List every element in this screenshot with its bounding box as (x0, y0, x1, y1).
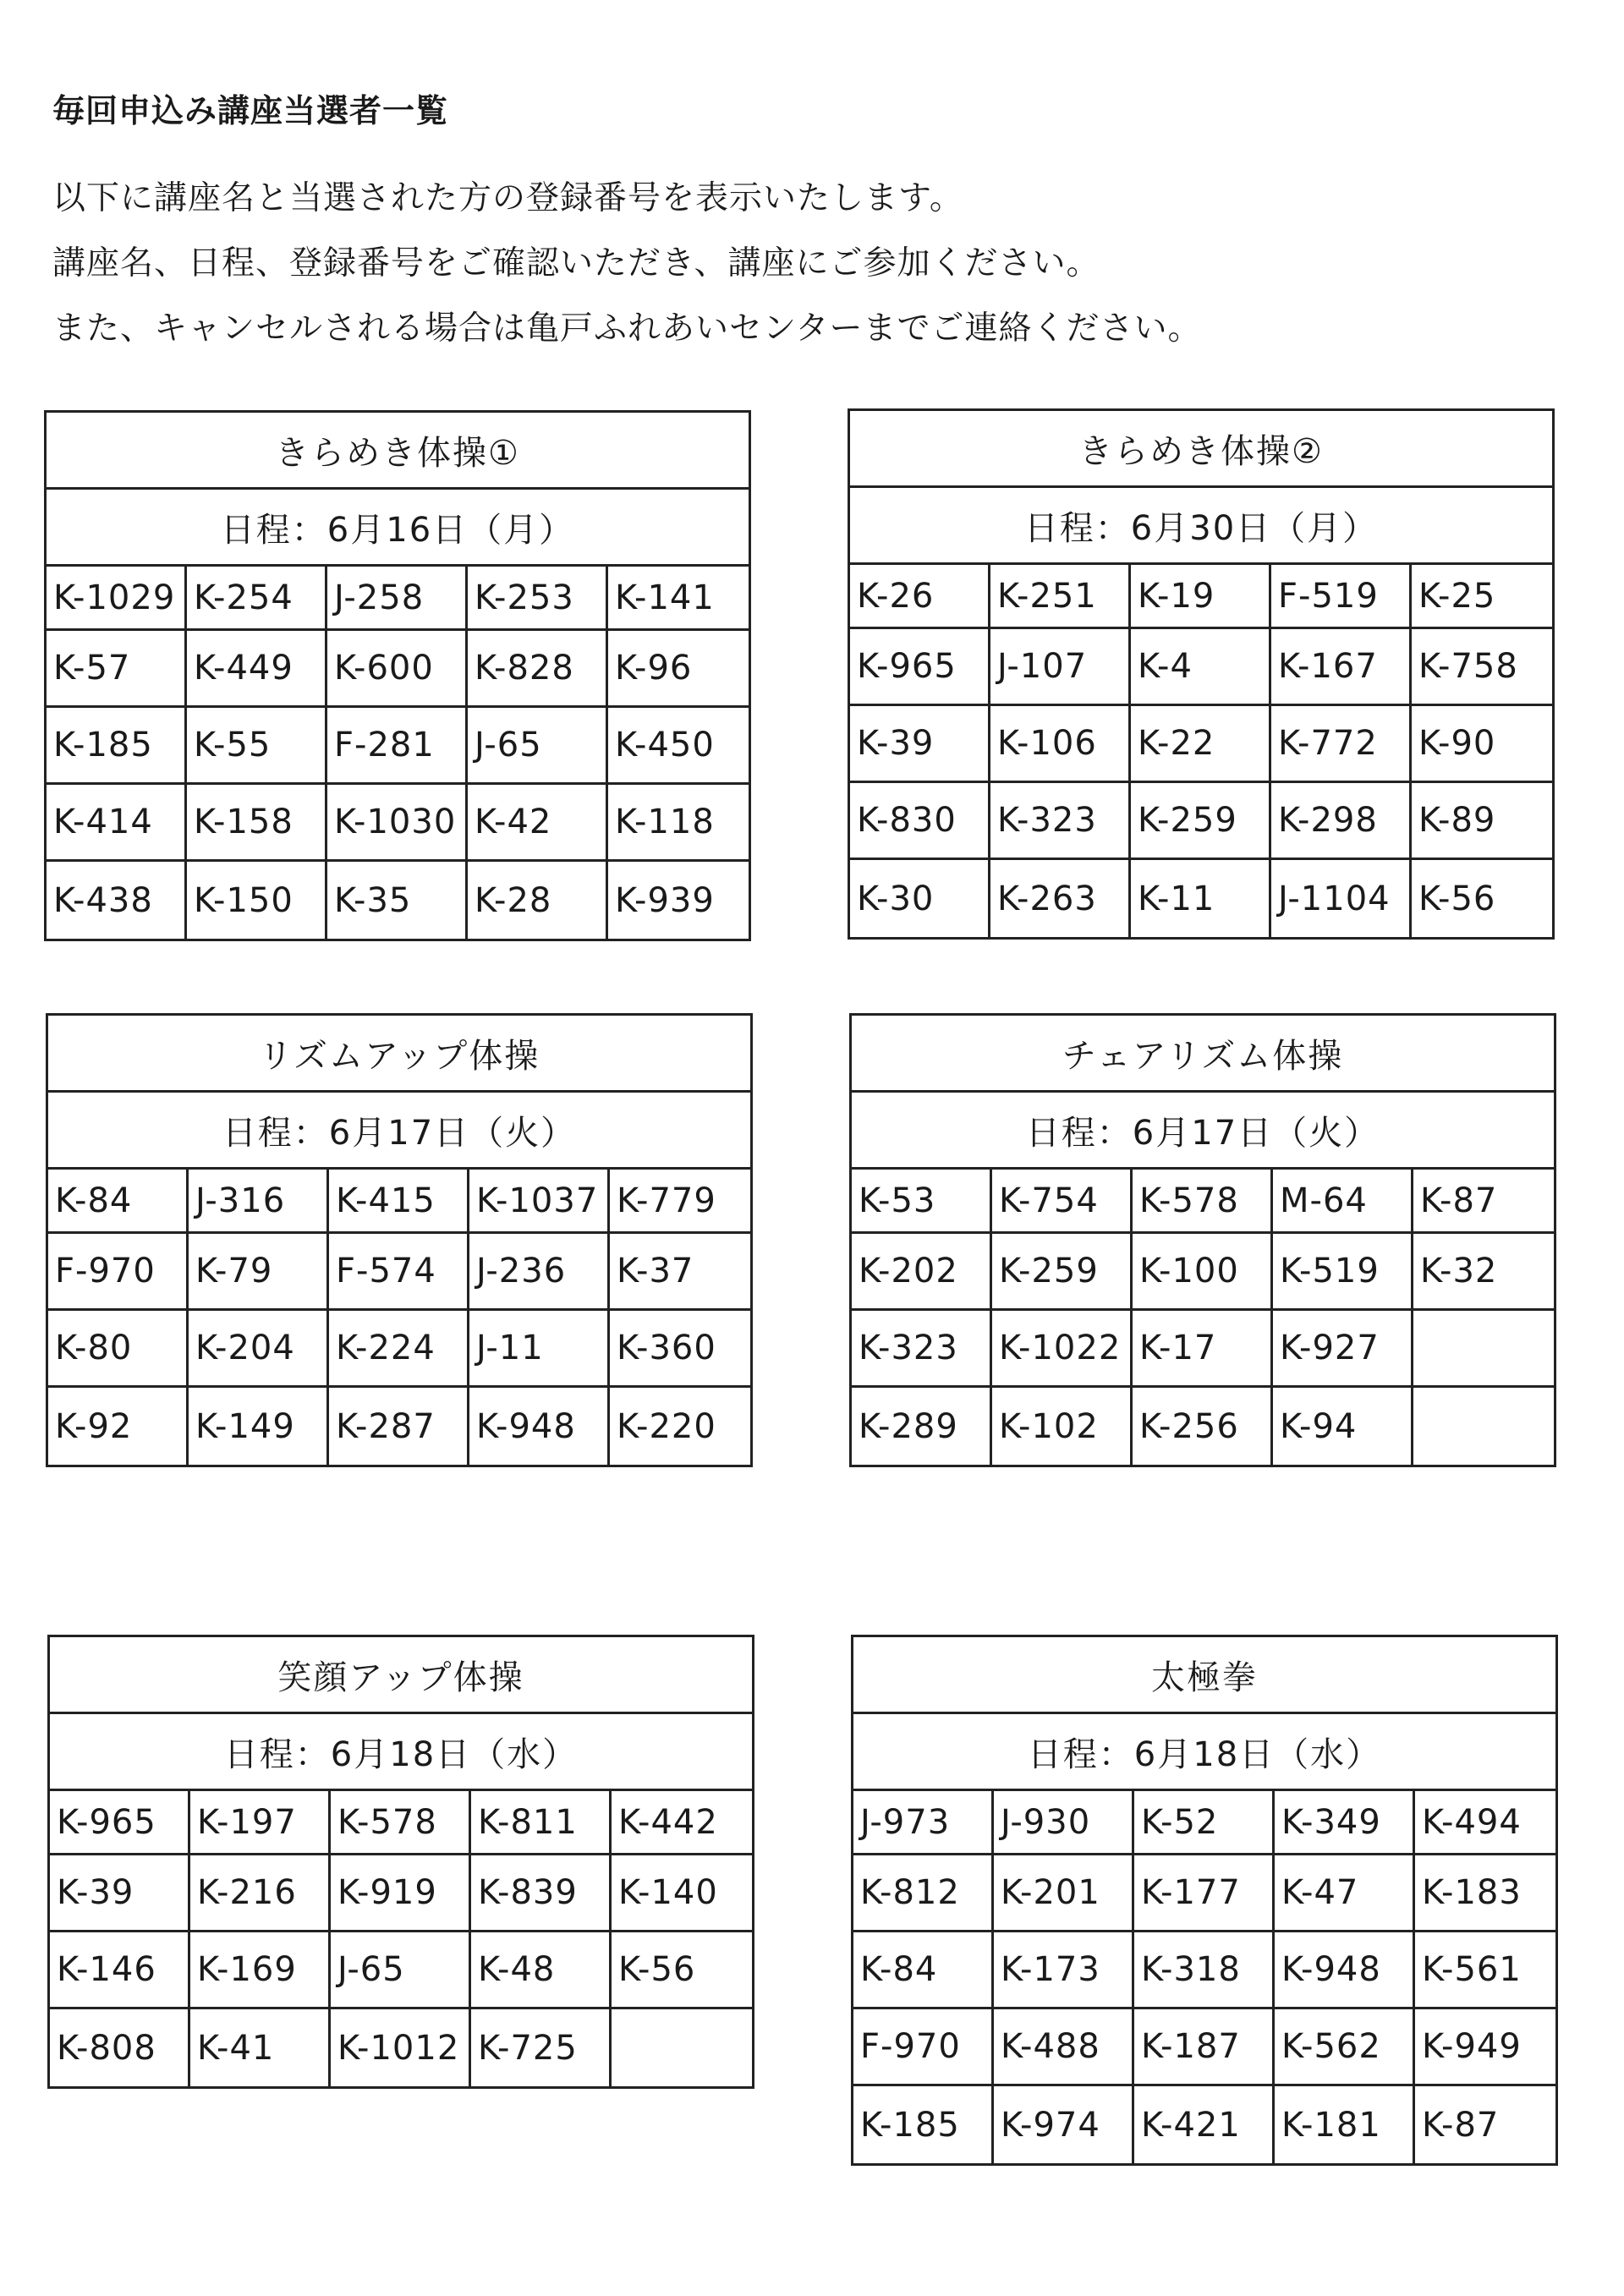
registration-number-cell: K-185 (853, 2086, 994, 2163)
registration-number-cell: K-187 (1134, 2009, 1275, 2086)
registration-grid (50, 1791, 752, 2086)
registration-number-cell: K-30 (850, 860, 990, 937)
registration-number-cell: K-177 (1134, 1855, 1275, 1932)
course-table (44, 410, 751, 941)
registration-number-cell: K-96 (608, 631, 749, 708)
intro-text (52, 166, 1201, 361)
course-table (851, 1635, 1558, 2166)
registration-number-cell: K-57 (47, 631, 187, 708)
course-name: 太極拳 (853, 1637, 1555, 1714)
registration-number-cell: K-52 (1134, 1791, 1275, 1855)
registration-number-cell: K-1022 (992, 1311, 1133, 1388)
registration-number-cell: K-949 (1415, 2009, 1555, 2086)
registration-number-cell: K-53 (852, 1170, 992, 1234)
registration-number-cell: K-519 (1273, 1234, 1413, 1311)
registration-number-cell: K-919 (331, 1855, 471, 1932)
registration-number-cell: K-349 (1275, 1791, 1415, 1855)
registration-number-cell: K-811 (471, 1791, 612, 1855)
registration-number-cell: K-725 (471, 2009, 612, 2086)
registration-number-cell: K-11 (1131, 860, 1271, 937)
registration-number-cell: K-449 (187, 631, 327, 708)
registration-number-cell: K-1030 (327, 785, 468, 862)
registration-number-cell: K-146 (50, 1932, 190, 2009)
registration-number-cell: K-140 (612, 1855, 752, 1932)
registration-number-cell: K-141 (608, 567, 749, 631)
registration-number-cell: K-26 (850, 565, 990, 629)
registration-number-cell: J-65 (468, 708, 608, 785)
registration-number-cell: K-87 (1413, 1170, 1554, 1234)
registration-number-cell: K-323 (990, 783, 1131, 860)
registration-number-cell: K-948 (469, 1388, 610, 1465)
registration-number-cell: J-930 (994, 1791, 1134, 1855)
registration-number-cell: K-87 (1422, 2105, 1500, 2145)
registration-number-cell: K-754 (992, 1170, 1133, 1234)
registration-number-cell: K-224 (329, 1311, 469, 1388)
registration-number-cell: J-1104 (1271, 860, 1412, 937)
registration-number-cell: K-298 (1271, 783, 1412, 860)
registration-number-cell: K-100 (1133, 1234, 1273, 1311)
registration-number-cell: J-258 (327, 567, 468, 631)
course-date: 日程：6月18日（水） (50, 1714, 752, 1791)
registration-number-cell: K-169 (190, 1932, 331, 2009)
registration-number-cell: K-92 (48, 1388, 189, 1465)
registration-number-cell: K-167 (1271, 629, 1412, 706)
registration-number-cell: K-25 (1412, 565, 1552, 629)
course-table (46, 1013, 753, 1467)
registration-number-cell: K-251 (990, 565, 1131, 629)
registration-number-cell: K-149 (189, 1388, 329, 1465)
registration-number-cell: K-150 (187, 862, 327, 939)
registration-number-cell: K-256 (1133, 1388, 1273, 1465)
registration-number-cell: K-450 (608, 708, 749, 785)
registration-number-cell (1413, 1388, 1554, 1465)
registration-grid (853, 1791, 1555, 2163)
course-date: 日程：6月16日（月） (47, 490, 749, 567)
registration-number-cell: K-17 (1133, 1311, 1273, 1388)
registration-number-cell: K-84 (48, 1170, 189, 1234)
registration-number-cell: K-318 (1134, 1932, 1275, 2009)
registration-number-cell: K-287 (329, 1388, 469, 1465)
registration-number-cell: K-939 (615, 880, 715, 920)
registration-number-cell: K-927 (1273, 1311, 1413, 1388)
registration-number-cell: K-201 (994, 1855, 1134, 1932)
registration-number-cell: K-808 (50, 2009, 190, 2086)
registration-number-cell: K-216 (190, 1855, 331, 1932)
registration-number-cell: J-11 (469, 1311, 610, 1388)
registration-number-cell: K-118 (608, 785, 749, 862)
registration-number-cell: J-65 (331, 1932, 471, 2009)
course-name: 笑顔アップ体操 (50, 1637, 752, 1714)
registration-number-cell: K-1029 (47, 567, 187, 631)
registration-number-cell: K-90 (1412, 706, 1552, 783)
registration-number-cell: K-42 (468, 785, 608, 862)
intro-line: 以下に講座名と当選された方の登録番号を表示いたします。 (52, 179, 963, 217)
registration-number-cell: K-561 (1415, 1932, 1555, 2009)
registration-number-cell: K-254 (187, 567, 327, 631)
registration-number-cell: K-80 (48, 1311, 189, 1388)
course-name: きらめき体操② (850, 411, 1552, 488)
registration-number-cell: K-772 (1271, 706, 1412, 783)
registration-number-cell: K-56 (1418, 879, 1496, 918)
registration-number-cell: K-488 (994, 2009, 1134, 2086)
registration-number-cell: K-578 (331, 1791, 471, 1855)
registration-number-cell: K-839 (471, 1855, 612, 1932)
registration-number-cell: F-970 (48, 1234, 189, 1311)
registration-number-cell: F-519 (1271, 565, 1412, 629)
registration-number-cell: K-37 (610, 1234, 750, 1311)
registration-number-cell: K-830 (850, 783, 990, 860)
registration-number-cell: M-64 (1273, 1170, 1413, 1234)
registration-number-cell: K-89 (1412, 783, 1552, 860)
page-title: 毎回申込み講座当選者一覧 (52, 92, 449, 129)
registration-number-cell (1413, 1311, 1554, 1388)
intro-line: 講座名、日程、登録番号をご確認いただき、講座にご参加ください。 (52, 244, 1100, 282)
registration-number-cell: K-181 (1275, 2086, 1415, 2163)
registration-number-cell: K-48 (471, 1932, 612, 2009)
registration-number-cell: K-173 (994, 1932, 1134, 2009)
registration-number-cell: K-289 (852, 1388, 992, 1465)
registration-number-cell: F-574 (329, 1234, 469, 1311)
course-name: きらめき体操① (47, 413, 749, 490)
registration-number-cell: J-236 (469, 1234, 610, 1311)
registration-number-cell: K-779 (610, 1170, 750, 1234)
registration-number-cell: K-323 (852, 1311, 992, 1388)
registration-number-cell: K-220 (617, 1406, 716, 1446)
registration-number-cell: K-259 (1131, 783, 1271, 860)
registration-number-cell: K-812 (853, 1855, 994, 1932)
registration-grid (852, 1170, 1554, 1465)
course-date: 日程：6月30日（月） (850, 488, 1552, 565)
registration-number-cell: K-259 (992, 1234, 1133, 1311)
registration-number-cell: K-415 (329, 1170, 469, 1234)
registration-number-cell: K-84 (853, 1932, 994, 2009)
registration-number-cell (612, 2009, 752, 2086)
registration-number-cell: K-974 (994, 2086, 1134, 2163)
registration-number-cell: K-414 (47, 785, 187, 862)
registration-number-cell: K-56 (612, 1932, 752, 2009)
registration-number-cell: K-948 (1275, 1932, 1415, 2009)
course-table (47, 1635, 754, 2089)
course-date: 日程：6月17日（火） (852, 1093, 1554, 1170)
registration-grid (48, 1170, 750, 1465)
course-table (848, 408, 1555, 940)
registration-number-cell: K-263 (990, 860, 1131, 937)
registration-number-cell: K-965 (850, 629, 990, 706)
registration-number-cell: F-281 (327, 708, 468, 785)
registration-number-cell: J-107 (990, 629, 1131, 706)
registration-number-cell: K-22 (1131, 706, 1271, 783)
registration-number-cell: K-360 (610, 1311, 750, 1388)
registration-number-cell: K-28 (468, 862, 608, 939)
registration-number-cell: K-158 (187, 785, 327, 862)
registration-number-cell: K-758 (1412, 629, 1552, 706)
registration-number-cell: K-4 (1131, 629, 1271, 706)
registration-number-cell: K-965 (50, 1791, 190, 1855)
registration-number-cell: F-970 (853, 2009, 994, 2086)
intro-line: また、キャンセルされる場合は亀戸ふれあいセンターまでご連絡ください。 (52, 310, 1202, 348)
registration-number-cell: K-102 (992, 1388, 1133, 1465)
registration-number-cell: K-19 (1131, 565, 1271, 629)
course-date: 日程：6月17日（火） (48, 1093, 750, 1170)
registration-number-cell: K-562 (1275, 2009, 1415, 2086)
registration-number-cell: K-41 (190, 2009, 331, 2086)
registration-number-cell: K-421 (1134, 2086, 1275, 2163)
registration-number-cell: K-79 (189, 1234, 329, 1311)
registration-number-cell: K-1012 (331, 2009, 471, 2086)
registration-number-cell: K-578 (1133, 1170, 1273, 1234)
registration-number-cell: J-973 (853, 1791, 994, 1855)
registration-number-cell: K-828 (468, 631, 608, 708)
registration-number-cell: K-253 (468, 567, 608, 631)
registration-number-cell: K-94 (1273, 1388, 1413, 1465)
registration-number-cell: K-600 (327, 631, 468, 708)
registration-number-cell: K-35 (327, 862, 468, 939)
registration-number-cell: K-55 (187, 708, 327, 785)
registration-number-cell: K-183 (1415, 1855, 1555, 1932)
course-date: 日程：6月18日（水） (853, 1714, 1555, 1791)
registration-number-cell: J-316 (189, 1170, 329, 1234)
registration-number-cell: K-1037 (469, 1170, 610, 1234)
registration-number-cell: K-106 (990, 706, 1131, 783)
registration-number-cell: K-442 (612, 1791, 752, 1855)
registration-number-cell: K-197 (190, 1791, 331, 1855)
course-name: リズムアップ体操 (48, 1016, 750, 1093)
registration-number-cell: K-185 (47, 708, 187, 785)
registration-number-cell: K-438 (47, 862, 187, 939)
course-table (849, 1013, 1556, 1467)
registration-number-cell: K-204 (189, 1311, 329, 1388)
registration-number-cell: K-39 (850, 706, 990, 783)
registration-grid (850, 565, 1552, 937)
registration-number-cell: K-494 (1415, 1791, 1555, 1855)
course-name: チェアリズム体操 (852, 1016, 1554, 1093)
registration-number-cell: K-47 (1275, 1855, 1415, 1932)
registration-number-cell: K-202 (852, 1234, 992, 1311)
registration-number-cell: K-32 (1413, 1234, 1554, 1311)
registration-grid (47, 567, 749, 939)
registration-number-cell: K-39 (50, 1855, 190, 1932)
